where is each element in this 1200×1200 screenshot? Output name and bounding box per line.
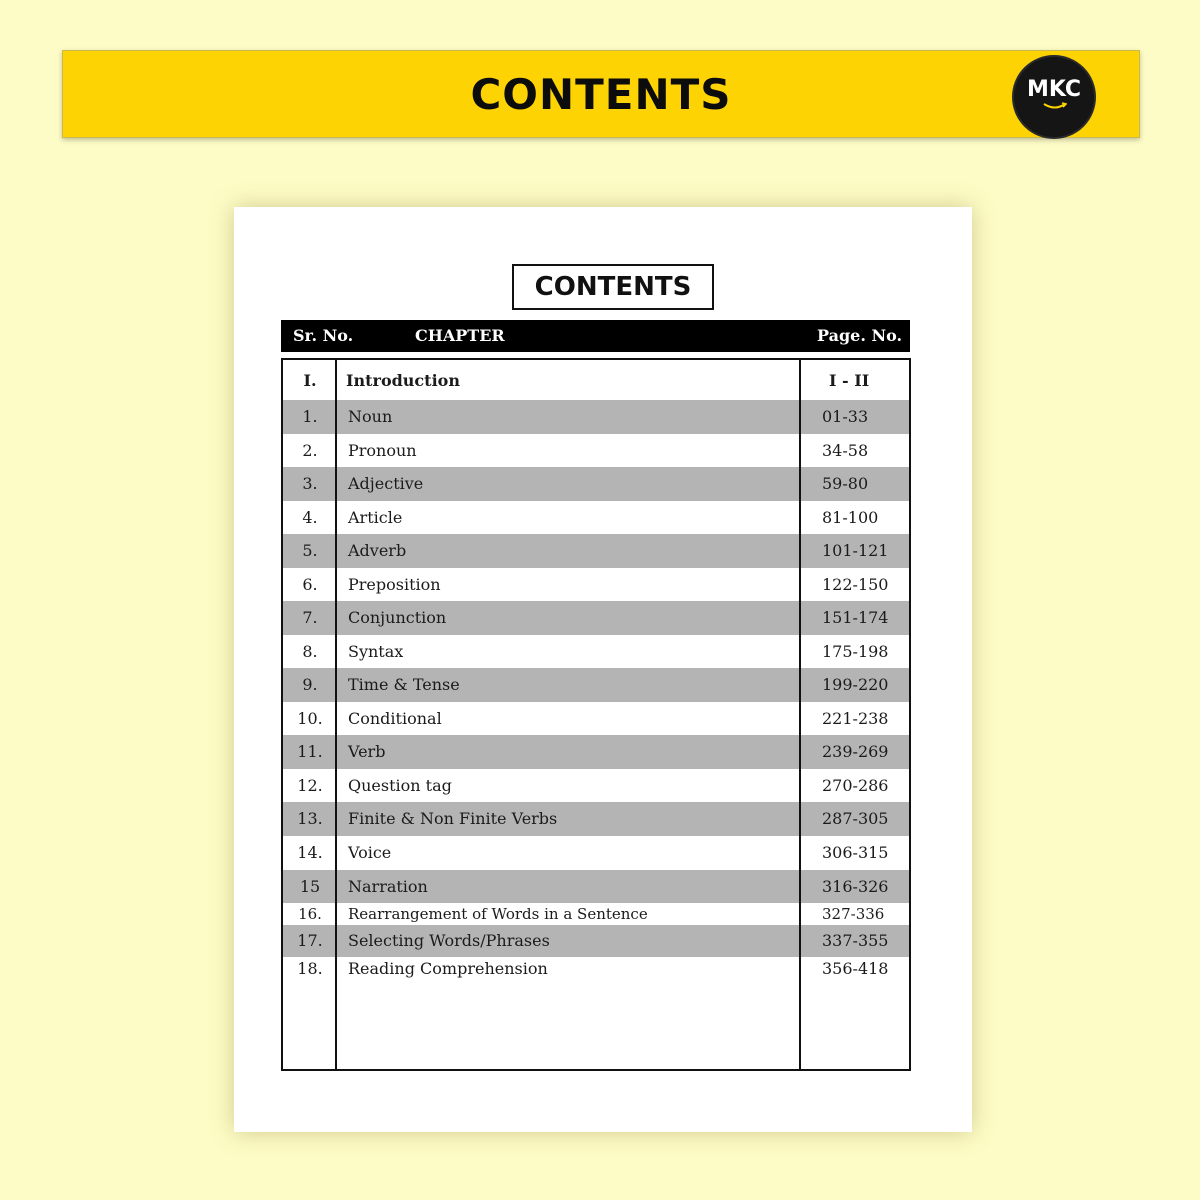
row-number: 12. [297, 776, 323, 795]
row-pages: 356-418 [822, 959, 889, 978]
row-pages: 59-80 [822, 474, 869, 493]
contents-table [281, 358, 911, 1071]
row-chapter: Verb [348, 742, 386, 761]
table-row [283, 467, 909, 501]
row-chapter: Reading Comprehension [348, 959, 548, 978]
row-number: 2. [302, 441, 318, 460]
table-row [283, 925, 909, 957]
row-number: 8. [302, 642, 318, 661]
table-row [283, 668, 909, 702]
table-row [283, 635, 909, 668]
row-chapter: Noun [348, 407, 393, 426]
table-header [281, 320, 910, 352]
row-pages: 316-326 [822, 877, 889, 896]
document-title: CONTENTS [534, 272, 692, 302]
header-chapter: CHAPTER [415, 326, 505, 345]
table-row [283, 903, 909, 925]
row-pages: 270-286 [822, 776, 889, 795]
intro-chapter: Introduction [346, 371, 460, 390]
row-number: 18. [297, 959, 323, 978]
row-pages: 01-33 [822, 407, 869, 426]
row-number: 15 [299, 877, 321, 896]
column-divider [335, 360, 337, 1069]
row-chapter: Preposition [348, 575, 441, 594]
header-sr-no: Sr. No. [293, 326, 354, 345]
row-pages: 327-336 [822, 905, 885, 923]
row-chapter: Adverb [348, 541, 407, 560]
table-row [283, 957, 909, 985]
row-chapter: Adjective [348, 474, 424, 493]
row-pages: 337-355 [822, 931, 889, 950]
row-chapter: Rearrangement of Words in a Sentence [348, 905, 648, 923]
row-chapter: Conjunction [348, 608, 447, 627]
table-row [283, 434, 909, 467]
row-number: 16. [298, 905, 322, 923]
row-pages: 221-238 [822, 709, 889, 728]
banner-title: CONTENTS [470, 70, 732, 119]
row-chapter: Article [348, 508, 403, 527]
table-row [283, 735, 909, 769]
row-pages: 101-121 [822, 541, 889, 560]
document-title-box [512, 264, 714, 310]
table-row [283, 836, 909, 870]
row-pages: 122-150 [822, 575, 889, 594]
row-chapter: Narration [348, 877, 428, 896]
row-number: 11. [297, 742, 323, 761]
table-row [283, 501, 909, 534]
row-pages: 151-174 [822, 608, 889, 627]
row-number: 17. [297, 931, 323, 950]
table-row [283, 769, 909, 802]
row-chapter: Voice [348, 843, 392, 862]
row-number: 9. [302, 675, 318, 694]
logo-text: MKC [1026, 77, 1082, 102]
row-number: 7. [302, 608, 318, 627]
row-chapter: Question tag [348, 776, 452, 795]
row-pages: 175-198 [822, 642, 889, 661]
row-chapter: Syntax [348, 642, 404, 661]
row-number: 13. [297, 809, 323, 828]
table-row [283, 802, 909, 836]
row-chapter: Selecting Words/Phrases [348, 931, 550, 950]
logo-smile-icon [1043, 102, 1067, 110]
table-row-intro [283, 360, 909, 400]
row-pages: 306-315 [822, 843, 889, 862]
row-pages: 81-100 [822, 508, 879, 527]
row-number: 6. [302, 575, 318, 594]
row-number: 3. [302, 474, 318, 493]
table-row [283, 870, 909, 903]
row-number: 4. [302, 508, 318, 527]
intro-pages: I - II [829, 371, 870, 390]
row-number: 5. [302, 541, 318, 560]
row-pages: 239-269 [822, 742, 889, 761]
row-chapter: Time & Tense [348, 675, 460, 694]
header-page-no: Page. No. [817, 326, 903, 345]
row-chapter: Conditional [348, 709, 442, 728]
row-number: 10. [297, 709, 323, 728]
row-number: 1. [302, 407, 318, 426]
column-divider [799, 360, 801, 1069]
row-pages: 287-305 [822, 809, 889, 828]
table-row [283, 534, 909, 568]
table-row [283, 601, 909, 635]
row-pages: 199-220 [822, 675, 889, 694]
row-chapter: Pronoun [348, 441, 417, 460]
mkc-logo [1012, 55, 1096, 139]
intro-number: I. [303, 371, 317, 390]
contents-banner [62, 50, 1140, 138]
table-row [283, 702, 909, 735]
row-pages: 34-58 [822, 441, 869, 460]
row-number: 14. [297, 843, 323, 862]
table-row [283, 568, 909, 601]
table-row [283, 400, 909, 434]
row-chapter: Finite & Non Finite Verbs [348, 809, 558, 828]
